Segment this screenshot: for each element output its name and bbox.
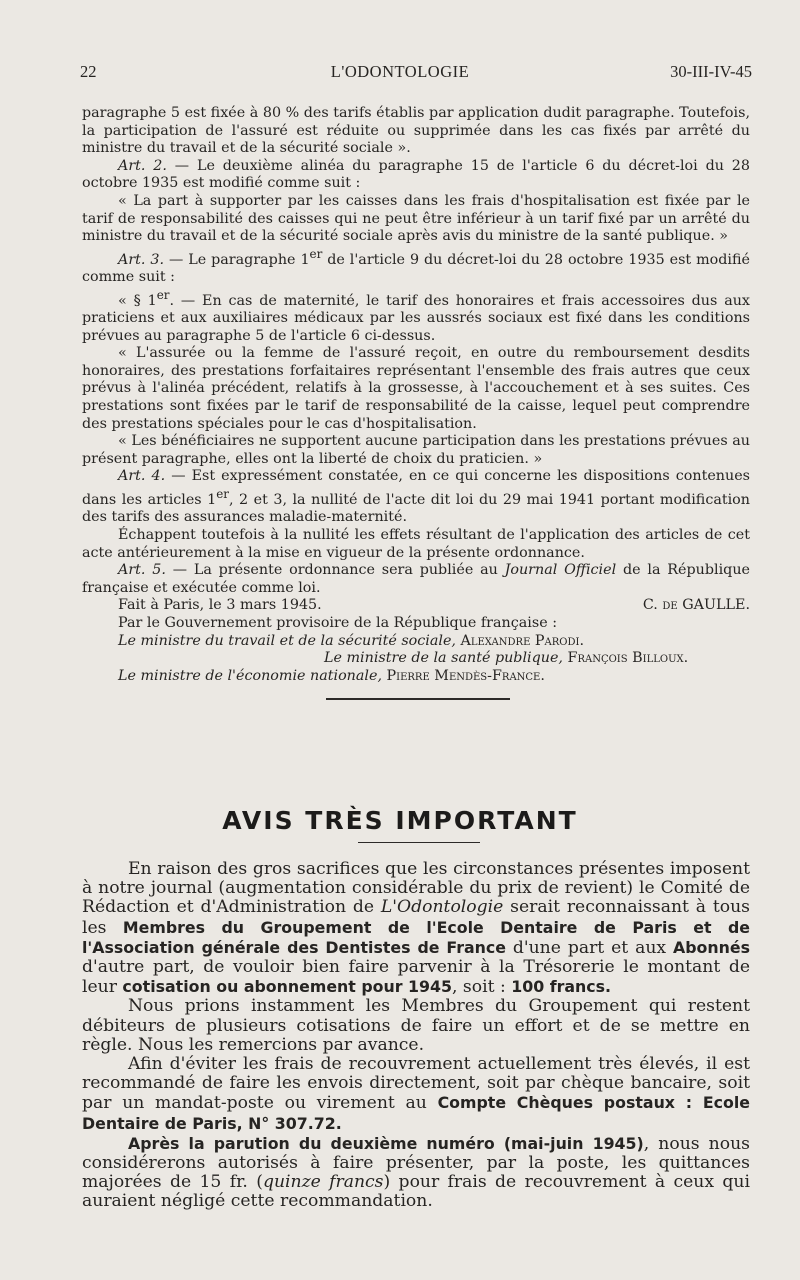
article-label: Art. 2.: [118, 157, 167, 174]
notice-heading: AVIS TRÈS IMPORTANT: [222, 806, 578, 835]
article-2-quote: « La part à supporter par les caisses dans les frais d'hospitalisation est fixée par le tarif de responsabilité des caisses qui ne peut être inférieur à un tarif fixé par un arrêté du ministre du travail et de la sécurité sociale après avis du ministre de la santé publique. »: [82, 192, 750, 245]
article-3: Art. 3. — Le paragraphe 1er de l'article 9 du décret-loi du 28 octobre 1935 est modifié comme suit :: [82, 246, 751, 286]
done-at-line: Fait à Paris, le 3 mars 1945. C. de GAULLE.: [118, 597, 750, 614]
signature: C. de GAULLE.: [642, 597, 750, 614]
article-3-quote-2: « L'assurée ou la femme de l'assuré reçoit, en outre du remboursement desdits honoraires, des prestations forfaitaires représentant l'ensemble des frais autres que ceux prévus à l'alinéa précédent, relatifs à la grossesse, à l'accouchement et à ses suites. Ces prestations sont fixées par le tarif de responsabilité de la caisse, lequel peut comprendre des prestations spéciales pour le cas d'hospitalisation.: [82, 345, 750, 432]
minister-line-2: Le ministre de la santé publique, François Billoux.: [324, 650, 689, 667]
government-line: Par le Gouvernement provisoire de la République française :: [118, 614, 558, 631]
page-number: 22: [80, 62, 97, 81]
article-label: Art. 3.: [118, 251, 165, 268]
article-label: Art. 5.: [118, 562, 166, 579]
journal-name: Journal Officiel: [504, 562, 617, 579]
decree-text: [82, 105, 750, 685]
article-4: Art. 4. — Est expressément constatée, en ce qui concerne les dispositions contenues dans les articles 1er, 2 et 3, la nullité de l'acte dit loi du 29 mai 1941 portant modification des tarifs des assurances maladie-maternité.: [82, 468, 750, 526]
article-4-paragraph-2: Échappent toutefois à la nullité les effets résultant de l'application des articles de cet acte antérieurement à la mise en vigueur de la présente ordonnance.: [82, 526, 750, 561]
issue-date: 30-III-IV-45: [670, 62, 752, 81]
journal-name: L'Odontologie: [380, 897, 504, 918]
article-2: Art. 2. — Le deuxième alinéa du paragraphe 15 de l'article 6 du décret-loi du 28 octobre 1935 est modifié comme suit :: [82, 157, 750, 192]
notice-paragraph-2: Nous prions instamment les Membres du Groupement qui restent débiteurs de plusieurs cotisations de faire un effort et de se mettre en règle. Nous les remercions par avance.: [82, 996, 750, 1055]
running-header: [0, 62, 800, 84]
postal-account: Compte Chèques postaux : Ecole Dentaire de Paris, N° 307.72.: [82, 1093, 750, 1133]
article-3-quote-3: « Les bénéficiaires ne supportent aucune participation dans les prestations prévues au présent paragraphe, elles ont la liberté de choix du praticien. »: [82, 433, 750, 467]
notice-paragraph-1: En raison des gros sacrifices que les circonstances présentes imposent à notre journal (augmentation considérable du prix de revient) le Comité de Rédaction et d'Administration de L'Odontologie serait reconnaissant à tous les Membres du Groupement de l'Ecole Dentaire de Paris et de l'Association générale des Dentistes de France d'une part et aux Abonnés d'autre part, de vouloir bien faire parvenir à la Trésorerie le montant de leur cotisation ou abonnement pour 1945, soit : 100 francs.: [82, 859, 750, 998]
article-5: Art. 5. — La présente ordonnance sera publiée au Journal Officiel de la République française et exécutée comme loi.: [82, 562, 750, 596]
article-label: Art. 4.: [118, 468, 166, 485]
notice-paragraph-3: Afin d'éviter les frais de recouvrement actuellement très élevés, il est recommandé de faire les envois directement, soit par chèque bancaire, soit par un mandat-poste ou virement au Compte Chèques postaux : Ecole Dentaire de Paris, N° 307.72.: [82, 1054, 750, 1133]
notice-paragraph-4: Après la parution du deuxième numéro (mai-juin 1945), nous nous considérerons autorisés à faire présenter, par la poste, les quittances majorées de 15 fr. (quinze francs) pour frais de recouvrement à ceux qui auraient négligé cette recommandation.: [82, 1133, 750, 1212]
article-3-quote-1: « § 1er. — En cas de maternité, le tarif des honoraires et frais accessoires dus aux praticiens et aux auxiliaires médicaux par les aussrés sociaux est fixé dans les conditions prévues au paragraphe 5 de l'article 6 ci-dessus.: [82, 287, 750, 344]
section-divider: [326, 698, 510, 700]
minister-line-3: Le ministre de l'économie nationale, Pierre Mendès-France.: [118, 667, 545, 684]
heading-underline: [358, 842, 480, 843]
journal-title: L'ODONTOLOGIE: [330, 62, 470, 81]
paragraph: paragraphe 5 est fixée à 80 % des tarifs établis par application dudit paragraphe. Toutefois, la participation de l'assuré est réduite ou supprimée dans les cas fixés par arrêté du ministre du travail et de la sécurité sociale ».: [82, 105, 750, 157]
notice-text: [82, 860, 750, 1212]
minister-line-1: Le ministre du travail et de la sécurité sociale, Alexandre Parodi.: [118, 632, 585, 649]
